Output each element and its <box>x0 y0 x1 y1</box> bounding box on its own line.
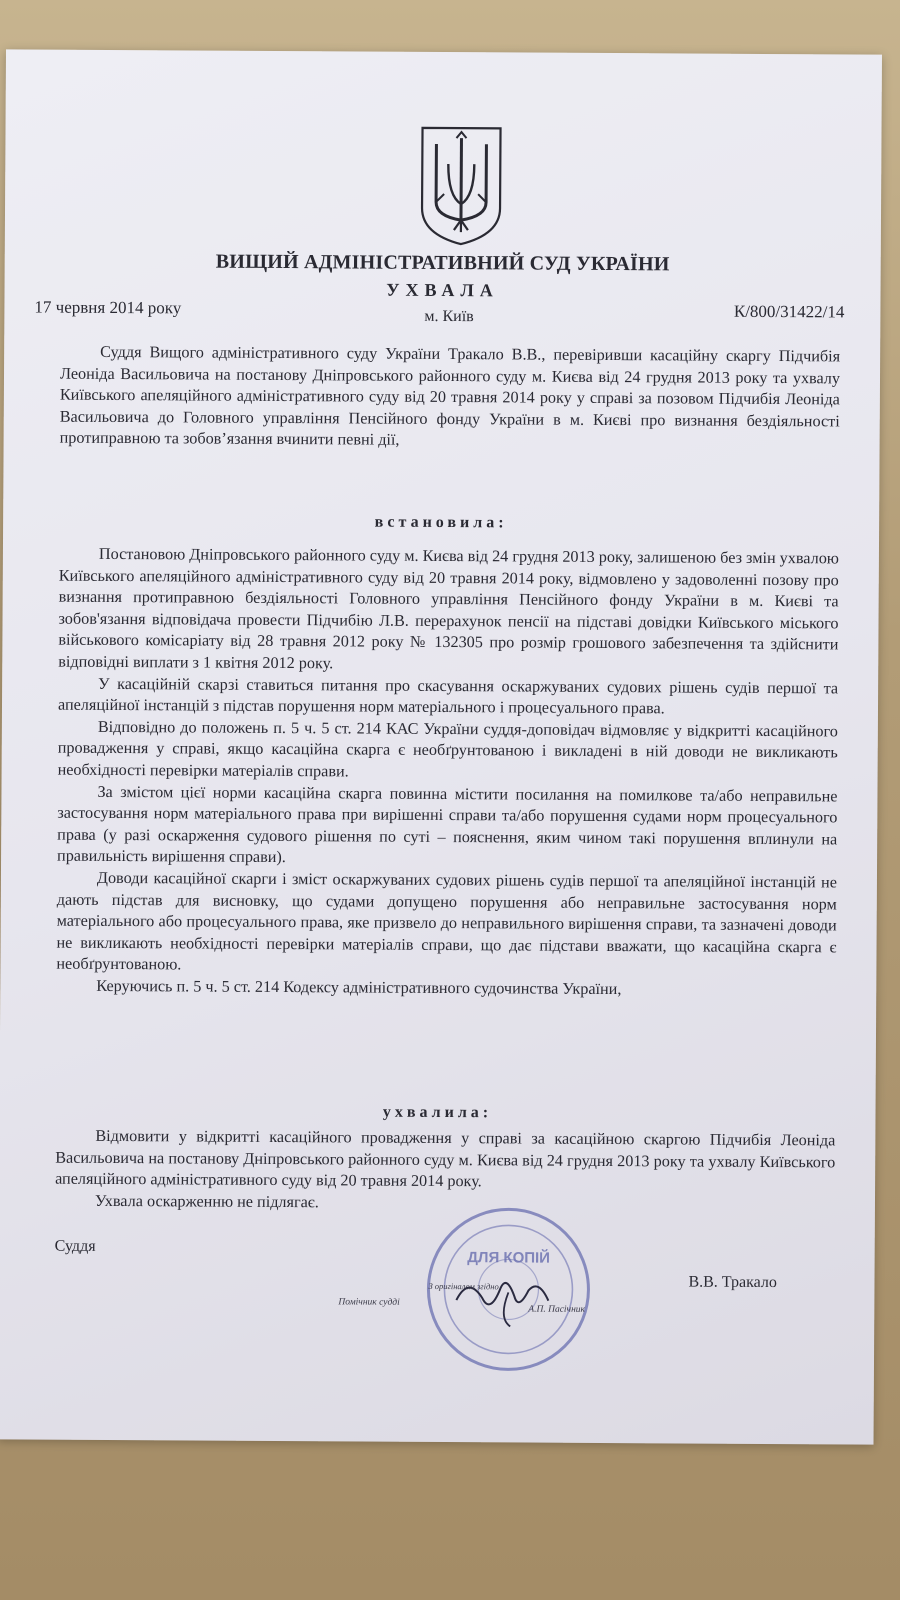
paragraph: Доводи касаційної скарги і зміст оскаржуваних судових рішень судів першої та апеляційної інстанцій не дають підстав для висновку, що судами допущено порушення або неправильне застосування норм матеріального або процесуального права, яке призвело до неправильного вирішення справи, та зазначені доводи не викликають необхідності перевірки матеріалів справи, що дає підстави вважати, що касаційна скарга є необґрунтованою. <box>56 868 837 974</box>
coat-of-arms-icon <box>418 124 505 249</box>
case-number: К/800/31422/14 <box>733 301 845 322</box>
intro-section <box>60 342 841 455</box>
paragraph: Постановою Дніпровського районного суду м. Києва від 24 грудня 2013 року, залишеною без змін ухвалою Київського апеляційного адміністративного суду від 20 травня 2014 року, відмовлено у задоволенні позову про визнання протиправною бездіяльності Головного управління Пенсійного фонду України в м. Києві та зобов'язання відповідача провести Підчибію Л.В. перерахунок пенсії на підставі довідки Київського міського військового комісаріату від 28 травня 2012 року № 132305 про розмір грошового забезпечення та здійснити відповідні виплати з 1 квітня 2012 року. <box>58 544 839 673</box>
court-name: ВИЩИЙ АДМІНІСТРАТИВНИЙ СУД УКРАЇНИ <box>215 250 670 276</box>
document-page <box>0 49 882 1444</box>
judge-label: Суддя <box>54 1237 96 1255</box>
decision-paragraph: Ухвала оскарженню не підлягає. <box>94 1191 319 1212</box>
copy-certification: З оригіналом згідно <box>428 1280 499 1292</box>
judge-name: В.В. Тракало <box>688 1273 777 1292</box>
paragraph: У касаційній скарзі ставиться питання про скасування оскаржуваних судових рішень судів першої та апеляційної інстанцій з підстав порушення норм матеріального і процесуального права. <box>57 674 839 718</box>
paragraph: За змістом цієї норми касаційна скарга повинна містити посилання на помилкове та/або неправильне застосування норм матеріального права при вирішенні справи та/або порушення судами норм процесуального права (у разі оскарження судового рішення по суті – пояснення, яким чином такі порушення вплинули на правильність вирішення справи). <box>57 782 838 867</box>
document-type: УХВАЛА <box>386 279 499 301</box>
document-city: м. Київ <box>424 307 474 326</box>
decision-paragraph: Відмовити у відкритті касаційного провадження у справі за касаційною скаргою Підчибія Леоніда Васильовича на постанову Дніпровського районного суду м. Києва від 24 грудня 2013 року та ухвалу Київського апеляційного адміністративного суду від 20 травня 2014 року. <box>55 1126 836 1191</box>
assistant-name: А.П. Пасічник <box>528 1304 586 1315</box>
signature-icon <box>448 1270 558 1331</box>
heading-ruled: ухвалила: <box>382 1103 493 1122</box>
stamp-text: ДЛЯ КОПІЙ <box>467 1249 551 1267</box>
paragraph: Відповідно до положень п. 5 ч. 5 ст. 214 КАС України суддя-доповідач відмовляє у відкритті касаційного провадження у справі, якщо касаційна скарга є необґрунтованою і викладені в ній доводи не викликають необхідності перевірки матеріалів справи. <box>57 717 838 781</box>
facts-section <box>56 544 839 1002</box>
paragraph: Керуючись п. 5 ч. 5 ст. 214 Кодексу адміністративного судочинства України, <box>96 976 622 998</box>
heading-established: встановила: <box>374 513 508 532</box>
intro-paragraph: Суддя Вищого адміністративного суду України Тракало В.В., перевіривши касаційну скаргу Підчибія Леоніда Васильовича на постанову Дніпровського районного суду м. Києва від 24 грудня 2013 року та ухвалу Київського апеляційного адміністративного суду від 20 травня 2014 року у справі за позовом Підчибія Леоніда Васильовича до Головного управління Пенсійного фонду України в м. Києві про визнання бездіяльності протиправною та зобов’язання вчинити певні дії, <box>59 342 841 450</box>
document-date: 17 червня 2014 року <box>34 297 182 318</box>
assistant-label: Помічник судді <box>338 1297 400 1308</box>
